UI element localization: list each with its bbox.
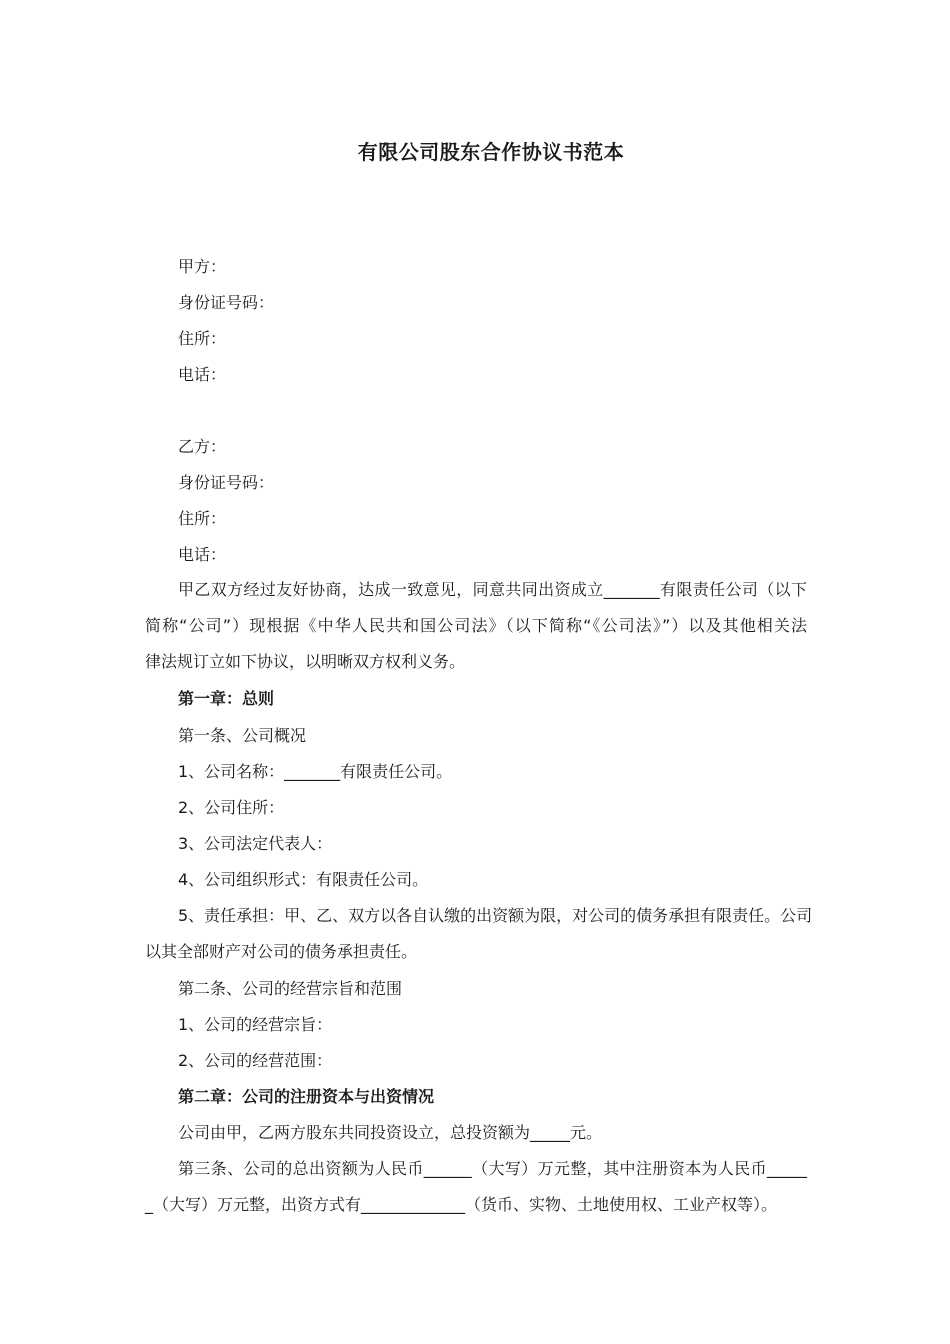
article-1-item-1: 1、公司名称：_______有限责任公司。 [178, 762, 453, 781]
article-1-item-2: 2、公司住所： [178, 798, 285, 817]
document-title: 有限公司股东合作协议书范本 [357, 140, 625, 164]
intro-line-3: 律法规订立如下协议，以明晰双方权利义务。 [145, 652, 466, 671]
chapter-2-paragraph-1: 公司由甲，乙两方股东共同投资设立，总投资额为_____元。 [178, 1123, 603, 1142]
article-1-item-5-line-2: 以其全部财产对公司的债务承担责任。 [145, 942, 418, 961]
article-3-line-2: _（大写）万元整，出资方式有_____________（货币、实物、土地使用权、工业产权等）。 [145, 1195, 778, 1214]
party-a-label: 甲方： [178, 257, 227, 276]
article-2-item-1: 1、公司的经营宗旨： [178, 1015, 333, 1034]
article-1-heading: 第一条、公司概况 [178, 726, 307, 745]
party-a-id-label: 身份证号码： [178, 293, 275, 312]
article-1-item-3: 3、公司法定代表人： [178, 834, 333, 853]
intro-line-2: 简称“公司”）现根据《中华人民共和国公司法》（以下简称“《公司法》”）以及其他相关法 [145, 616, 807, 635]
party-b-phone-label: 电话： [178, 545, 227, 564]
article-2-heading: 第二条、公司的经营宗旨和范围 [178, 979, 403, 998]
party-b-address-label: 住所： [178, 509, 227, 528]
article-1-item-5-line-1: 5、责任承担：甲、乙、双方以各自认缴的出资额为限，对公司的债务承担有限责任。公司 [178, 906, 813, 925]
intro-line-1: 甲乙双方经过友好协商，达成一致意见，同意共同出资成立_______有限责任公司（以下 [178, 580, 807, 599]
article-1-item-4: 4、公司组织形式：有限责任公司。 [178, 870, 429, 889]
party-a-phone-label: 电话： [178, 365, 227, 384]
party-b-label: 乙方： [178, 437, 227, 456]
chapter-1-heading: 第一章：总则 [178, 689, 275, 708]
article-3-line-1: 第三条、公司的总出资额为人民币______（大写）万元整，其中注册资本为人民币_____ [178, 1159, 807, 1178]
party-b-id-label: 身份证号码： [178, 473, 275, 492]
chapter-2-heading: 第二章：公司的注册资本与出资情况 [178, 1087, 435, 1106]
party-a-address-label: 住所： [178, 329, 227, 348]
article-2-item-2: 2、公司的经营范围： [178, 1051, 333, 1070]
